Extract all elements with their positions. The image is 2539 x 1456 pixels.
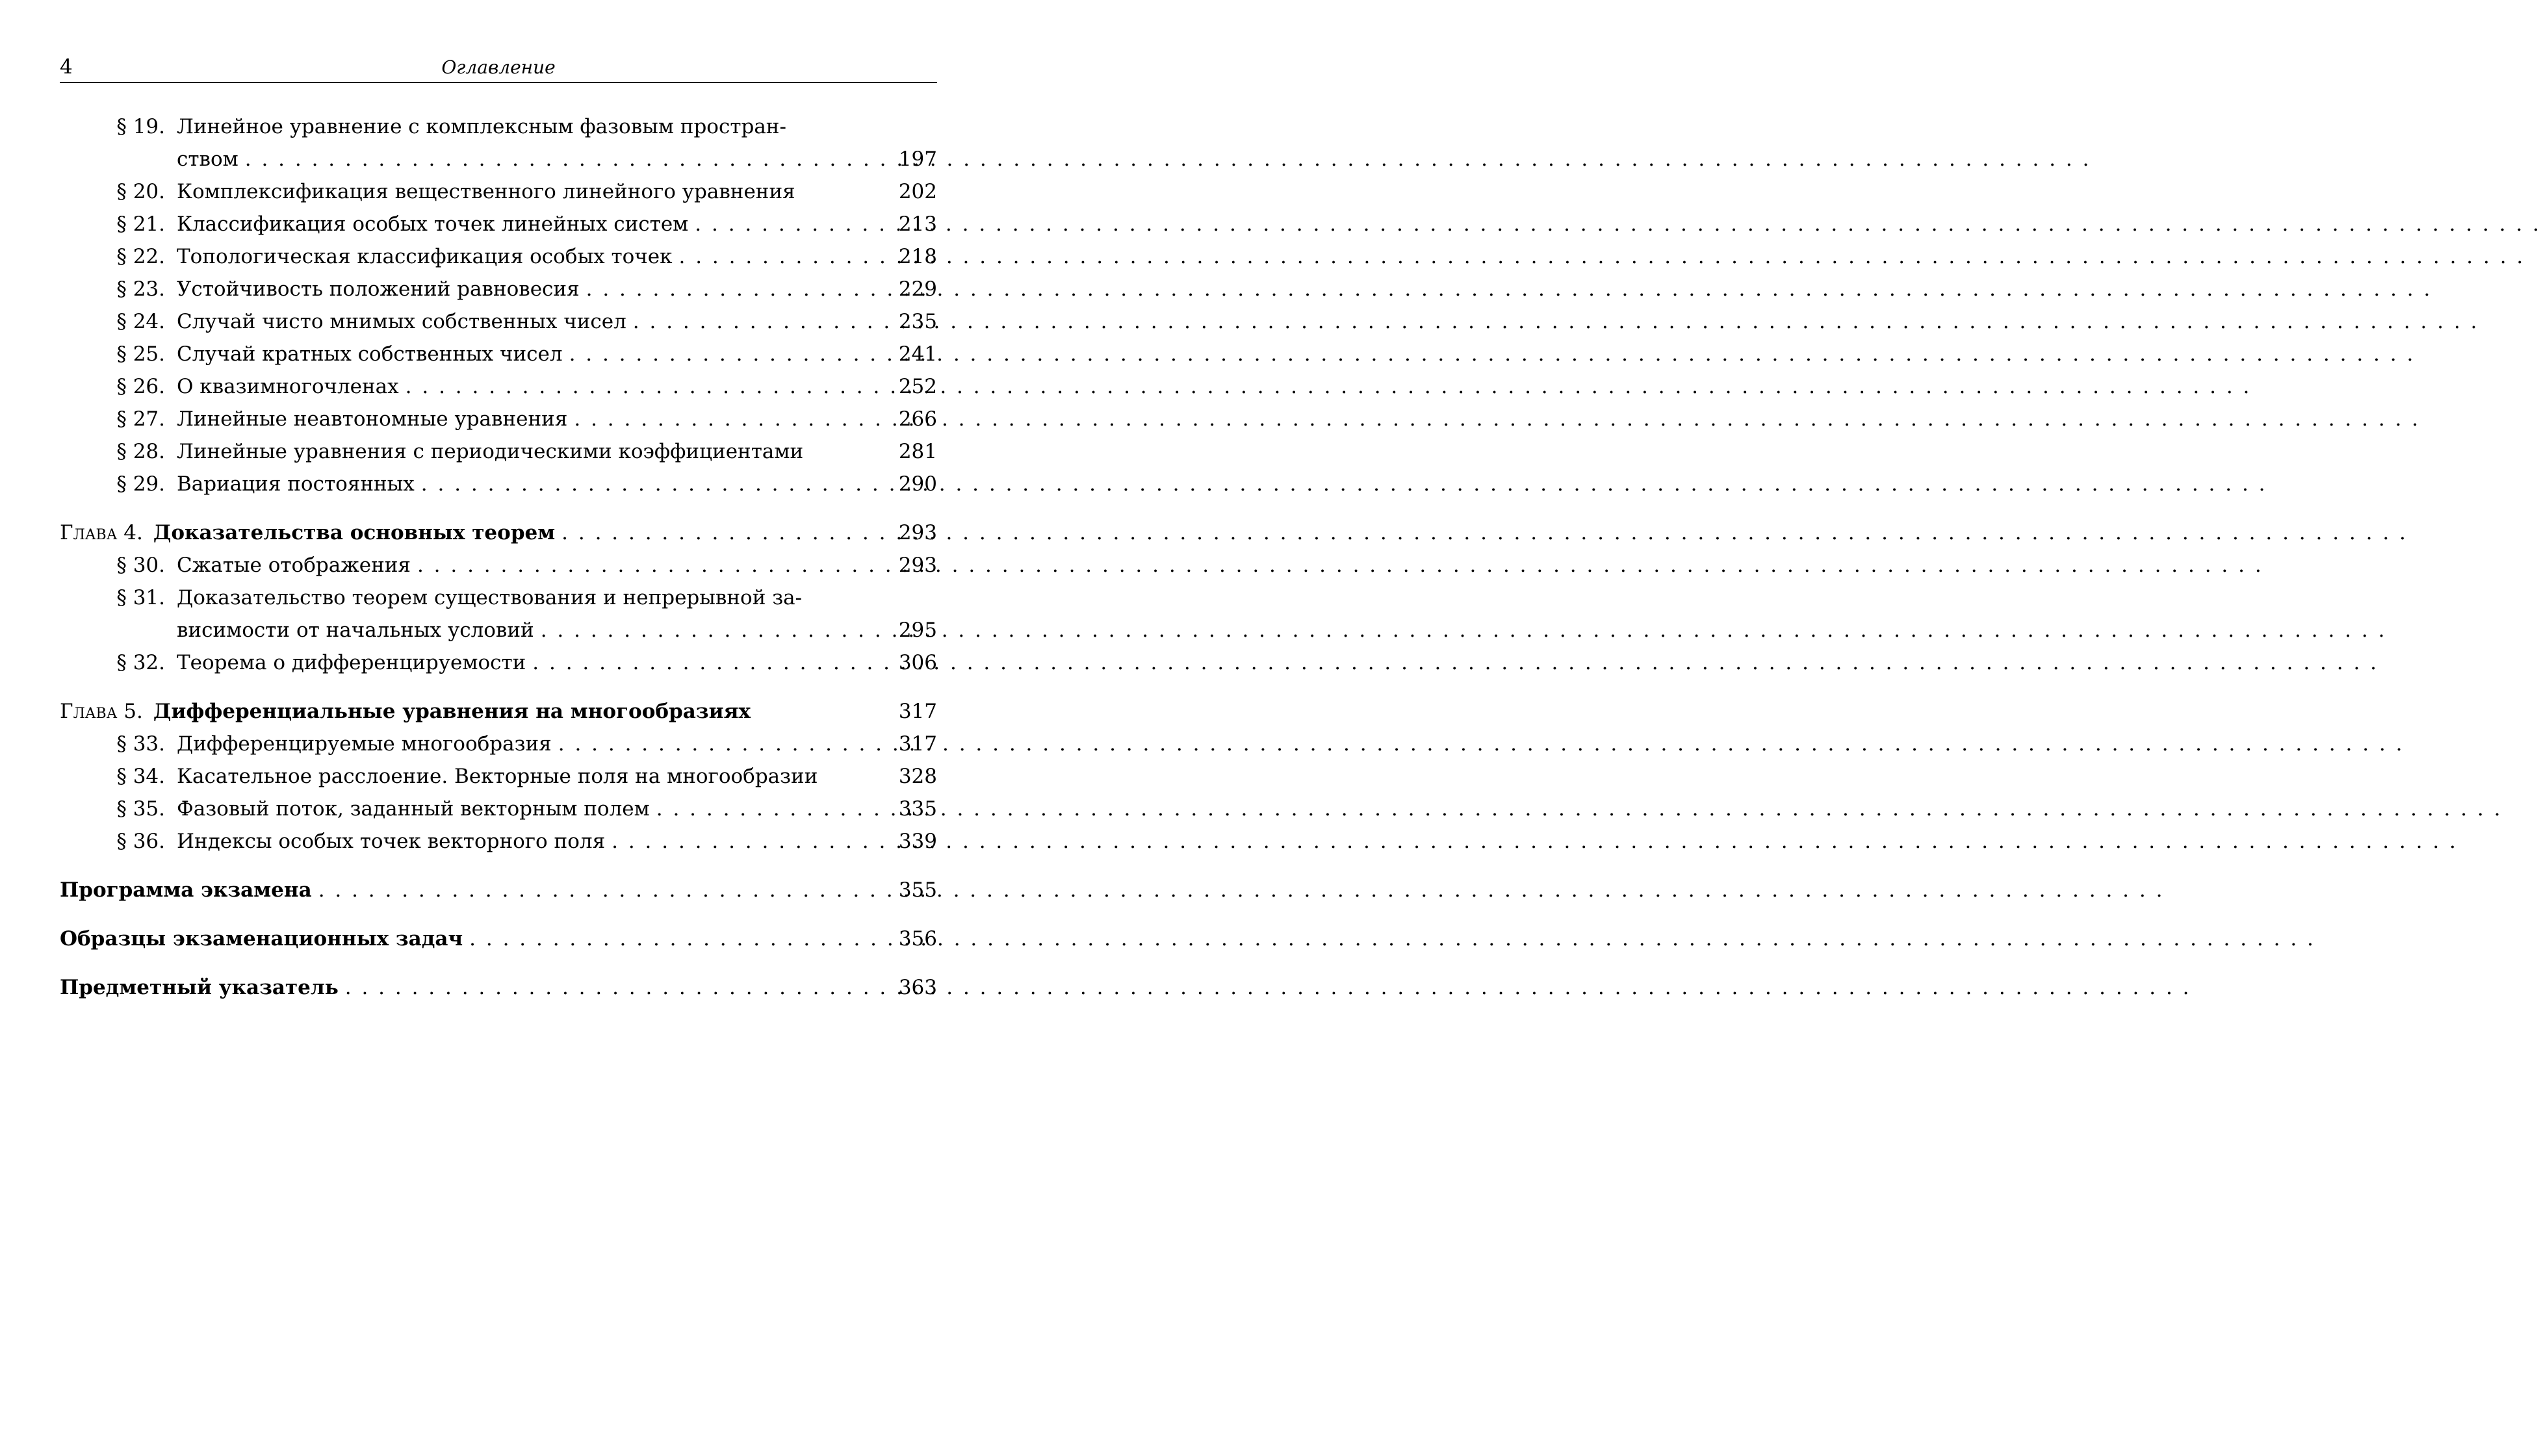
toc-entry-31[interactable]: [60, 581, 937, 614]
page-ref: 317: [898, 700, 937, 723]
dot-leader: [469, 923, 889, 955]
chapter-title: Дифференциальные уравнения на многообразиях: [153, 700, 751, 723]
dot-leader: [541, 614, 889, 646]
running-title: Оглавление: [441, 57, 556, 78]
toc-entry-35[interactable]: [60, 793, 937, 825]
page-ref: 266: [898, 407, 937, 431]
toc-entry-19-continuation[interactable]: [60, 143, 937, 175]
toc-entry-23[interactable]: [60, 273, 937, 305]
section-number: § 21.: [116, 212, 165, 236]
section-title-continuation: висимости от начальных условий: [177, 619, 534, 642]
dot-leader: [245, 143, 889, 175]
toc-entry-26[interactable]: [60, 370, 937, 403]
dot-leader: [695, 208, 889, 240]
section-title: Случай чисто мнимых собственных чисел: [177, 310, 626, 333]
toc-entry-30[interactable]: [60, 549, 937, 581]
dot-leader: [406, 370, 889, 403]
dot-leader: [633, 305, 889, 338]
section-title: Теорема о дифференцируемости: [177, 651, 526, 674]
section-title: Случай кратных собственных чисел: [177, 342, 563, 366]
dot-leader: [421, 468, 889, 500]
toc-entry-33[interactable]: [60, 728, 937, 760]
page-ref: 355: [898, 878, 937, 902]
toc-entry-21[interactable]: [60, 208, 937, 240]
section-number: § 25.: [116, 342, 165, 366]
section-title: Доказательство теорем существования и непрерывной за-: [177, 586, 803, 609]
toc-chapter-4[interactable]: [60, 517, 937, 549]
toc-entry-32[interactable]: [60, 646, 937, 679]
chapter-label: Глава 5.: [60, 700, 143, 723]
back-matter-title: Предметный указатель: [60, 976, 339, 999]
dot-leader: [586, 273, 889, 305]
page-ref: 197: [898, 147, 937, 171]
page-ref: 229: [898, 277, 937, 301]
table-of-contents: [60, 110, 937, 1004]
toc-entry-31-continuation[interactable]: [60, 614, 937, 646]
section-title: Топологическая классификация особых точек: [177, 245, 673, 268]
page-ref: 281: [898, 440, 937, 463]
toc-entry-27[interactable]: [60, 403, 937, 435]
page-ref: 293: [898, 521, 937, 544]
section-title: Касательное расслоение. Векторные поля на многообразии: [177, 765, 818, 788]
section-title: Комплексификация вещественного линейного уравнения: [177, 180, 795, 203]
section-title: Линейные неавтономные уравнения: [177, 407, 568, 431]
section-number: § 20.: [116, 180, 165, 203]
section-number: § 36.: [116, 830, 165, 853]
back-matter-title: Образцы экзаменационных задач: [60, 927, 463, 951]
toc-page: [60, 55, 937, 1004]
toc-chapter-5[interactable]: [60, 695, 937, 728]
section-title: Классификация особых точек линейных систем: [177, 212, 689, 236]
section-number: § 24.: [116, 310, 165, 333]
page-ref: 202: [898, 180, 937, 203]
page-ref: 218: [898, 245, 937, 268]
section-title: Дифференцируемые многообразия: [177, 732, 552, 756]
toc-entry-24[interactable]: [60, 305, 937, 338]
toc-entry-25[interactable]: [60, 338, 937, 370]
dot-leader: [417, 549, 889, 581]
page-number: 4: [60, 55, 73, 79]
section-title: Вариация постоянных: [177, 472, 415, 496]
section-number: § 31.: [116, 586, 165, 609]
page-ref: 235: [898, 310, 937, 333]
section-number: § 28.: [116, 440, 165, 463]
page-ref: 363: [898, 976, 937, 999]
toc-entry-34[interactable]: [60, 760, 937, 793]
page-ref: 290: [898, 472, 937, 496]
section-number: § 29.: [116, 472, 165, 496]
page-ref: 295: [898, 619, 937, 642]
page-ref: 213: [898, 212, 937, 236]
section-number: § 23.: [116, 277, 165, 301]
page-ref: 293: [898, 554, 937, 577]
toc-exam-program[interactable]: [60, 874, 937, 906]
section-number: § 30.: [116, 554, 165, 577]
dot-leader: [574, 403, 889, 435]
toc-entry-19[interactable]: [60, 110, 937, 143]
section-number: § 34.: [116, 765, 165, 788]
section-number: § 19.: [116, 115, 165, 138]
chapter-title: Доказательства основных теорем: [153, 521, 556, 544]
section-title: Индексы особых точек векторного поля: [177, 830, 606, 853]
dot-leader: [569, 338, 889, 370]
section-title: Фазовый поток, заданный векторным полем: [177, 797, 650, 821]
page-ref: 339: [898, 830, 937, 853]
dot-leader: [656, 793, 889, 825]
section-title: Линейные уравнения с периодическими коэффициентами: [177, 440, 804, 463]
page-ref: 241: [898, 342, 937, 366]
section-title-continuation: ством: [177, 147, 238, 171]
back-matter-title: Программа экзамена: [60, 878, 312, 902]
dot-leader: [679, 240, 889, 273]
toc-entry-20[interactable]: [60, 175, 937, 208]
page-ref: 252: [898, 375, 937, 398]
dot-leader: [532, 646, 889, 679]
dot-leader: [318, 874, 889, 906]
chapter-label: Глава 4.: [60, 521, 143, 544]
toc-exam-problems[interactable]: [60, 923, 937, 955]
page-ref: 317: [898, 732, 937, 756]
page-ref: 306: [898, 651, 937, 674]
toc-entry-36[interactable]: [60, 825, 937, 858]
section-number: § 35.: [116, 797, 165, 821]
page-ref: 328: [898, 765, 937, 788]
toc-entry-28[interactable]: [60, 435, 937, 468]
toc-entry-29[interactable]: [60, 468, 937, 500]
dot-leader: [558, 728, 889, 760]
section-number: § 22.: [116, 245, 165, 268]
section-number: § 27.: [116, 407, 165, 431]
section-title: Сжатые отображения: [177, 554, 411, 577]
section-number: § 32.: [116, 651, 165, 674]
page-ref: 335: [898, 797, 937, 821]
page-ref: 356: [898, 927, 937, 951]
toc-subject-index[interactable]: [60, 971, 937, 1004]
section-title: Линейное уравнение с комплексным фазовым простран-: [177, 115, 786, 138]
section-number: § 33.: [116, 732, 165, 756]
section-number: § 26.: [116, 375, 165, 398]
dot-leader: [345, 971, 889, 1004]
toc-entry-22[interactable]: [60, 240, 937, 273]
running-head: [60, 55, 937, 83]
section-title: Устойчивость положений равновесия: [177, 277, 580, 301]
dot-leader: [612, 825, 889, 858]
section-title: О квазимногочленах: [177, 375, 399, 398]
dot-leader: [561, 517, 889, 549]
